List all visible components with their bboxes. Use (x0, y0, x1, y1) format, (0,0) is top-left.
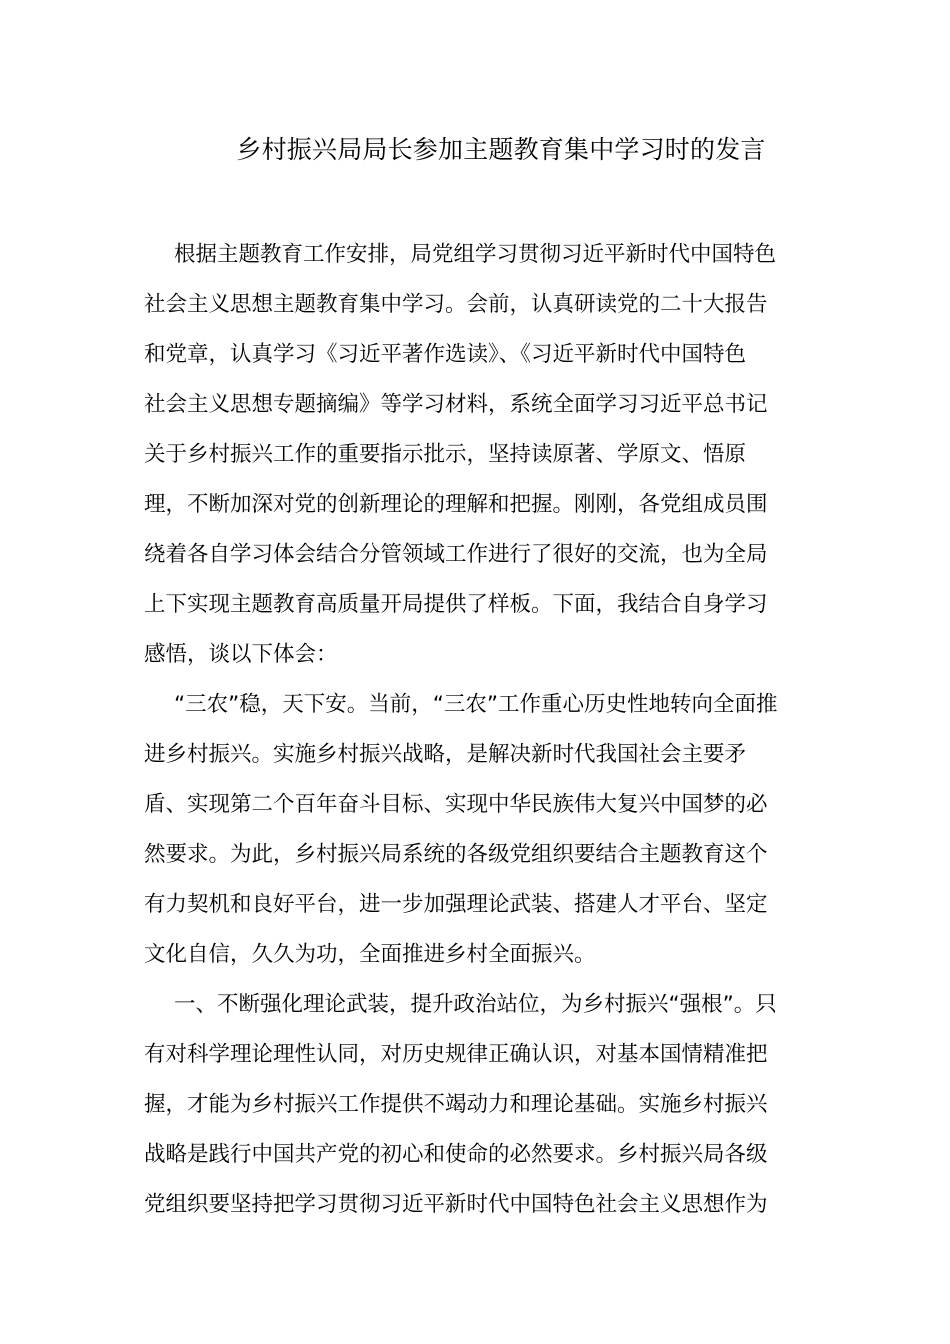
text-line: 文化自信，久久为功，全面推进乡村全面振兴。 (144, 942, 596, 967)
text-line: 进乡村振兴。实施乡村振兴战略，是解决新时代我国社会主要矛 (144, 742, 747, 767)
document-body (144, 230, 806, 1230)
text-line: 感悟，谈以下体会： (144, 642, 338, 667)
paragraph-first-line: “三农”稳，天下安。当前，“三农”工作重心历史性地转向全面推 (174, 692, 778, 717)
text-line: 上下实现主题教育高质量开局提供了样板。下面，我结合自身学习 (144, 592, 768, 617)
paragraph-first-line: 根据主题教育工作安排，局党组学习贯彻习近平新时代中国特色 (174, 242, 777, 267)
text-line: 社会主义思想主题教育集中学习。会前，认真研读党的二十大报告 (144, 292, 768, 317)
text-line: 关于乡村振兴工作的重要指示批示，坚持读原著、学原文、悟原 (144, 442, 747, 467)
text-line: 有力契机和良好平台，进一步加强理论武装、搭建人才平台、坚定 (144, 892, 768, 917)
text-line: 绕着各自学习体会结合分管领域工作进行了很好的交流，也为全局 (144, 542, 768, 567)
text-line: 有对科学理论理性认同，对历史规律正确认识，对基本国情精准把 (144, 1042, 768, 1067)
text-line: 和党章，认真学习《习近平著作选读》、《习近平新时代中国特色 (144, 342, 747, 367)
text-line: 握，才能为乡村振兴工作提供不竭动力和理论基础。实施乡村振兴 (144, 1092, 768, 1117)
text-line: 党组织要坚持把学习贯彻习近平新时代中国特色社会主义思想作为 (144, 1192, 768, 1217)
text-line: 社会主义思想专题摘编》等学习材料，系统全面学习习近平总书记 (144, 392, 768, 417)
text-line: 盾、实现第二个百年奋斗目标、实现中华民族伟大复兴中国梦的必 (144, 792, 768, 817)
text-line: 理，不断加深对党的创新理论的理解和把握。刚刚，各党组成员围 (144, 492, 768, 517)
text-line: 战略是践行中国共产党的初心和使命的必然要求。乡村振兴局各级 (144, 1142, 768, 1167)
paragraph-first-line: 一、不断强化理论武装，提升政治站位，为乡村振兴“强根”。只 (174, 992, 777, 1017)
text-line: 然要求。为此，乡村振兴局系统的各级党组织要结合主题教育这个 (144, 842, 768, 867)
document-title: 乡村振兴局局长参加主题教育集中学习时的发言 (236, 135, 766, 164)
